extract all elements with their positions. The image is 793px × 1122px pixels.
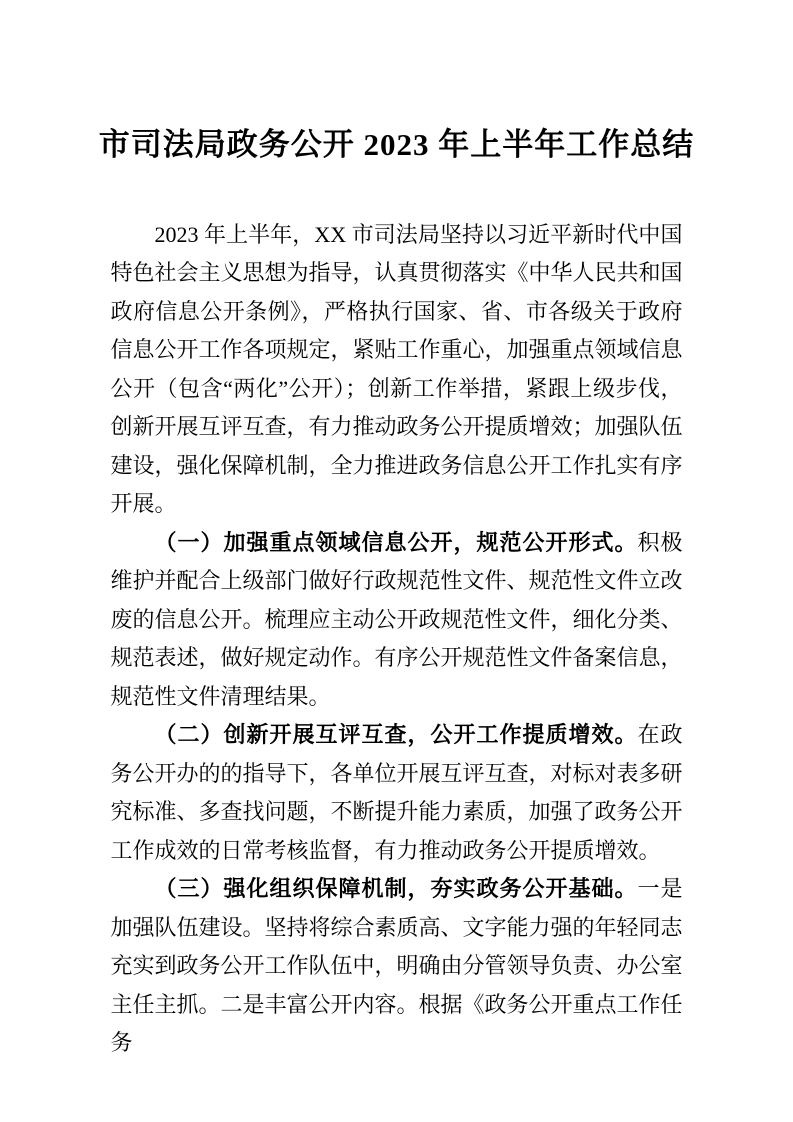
paragraph-section-1-heading: （一）加强重点领域信息公开，规范公开形式。: [154, 529, 638, 555]
document-title: 市司法局政务公开 2023 年上半年工作总结: [98, 127, 695, 162]
paragraph-section-2-text: 在政务公开办的的指导下，各单位开展互评互查，对标对表多研究标准、多查找问题，不断提升能力素质，加强了政务公开工作成效的日常考核监督，有力推动政务公开提质增效。: [110, 722, 683, 863]
paragraph-section-2-heading: （二）创新开展互评互查，公开工作提质增效。: [154, 722, 638, 748]
paragraph-section-1-text: 积极维护并配合上级部门做好行政规范性文件、规范性文件立改废的信息公开。梳理应主动公开政规范性文件，细化分类、规范表述，做好规定动作。有序公开规范性文件备案信息，规范性文件清理结果。: [110, 529, 683, 709]
paragraph-intro: [111, 216, 683, 524]
paragraph-section-2: [111, 716, 683, 870]
document-body: [111, 216, 683, 1063]
paragraph-section-3-heading: （三）强化组织保障机制，夯实政务公开基础。: [154, 876, 638, 902]
paragraph-section-3: [111, 870, 683, 1063]
paragraph-section-1: [111, 524, 683, 717]
paragraph-section-3-text: 一是加强队伍建设。坚持将综合素质高、文字能力强的年轻同志充实到政务公开工作队伍中，明确由分管领导负责、办公室主任主抓。二是丰富公开内容。根据《政务公开重点工作任务: [110, 876, 683, 1056]
paragraph-intro-text: 2023 年上半年，XX 市司法局坚持以习近平新时代中国特色社会主义思想为指导，认真贯彻落实《中华人民共和国政府信息公开条例》，严格执行国家、省、市各级关于政府信息公开工作各项规定，紧贴工作重心，加强重点领域信息公开（包含“两化”公开）；创新工作举措，紧跟上级步伐，创新开展互评互查，有力推动政务公开提质增效；加强队伍建设，强化保障机制，全力推进政务信息公开工作扎实有序开展。: [110, 221, 683, 517]
